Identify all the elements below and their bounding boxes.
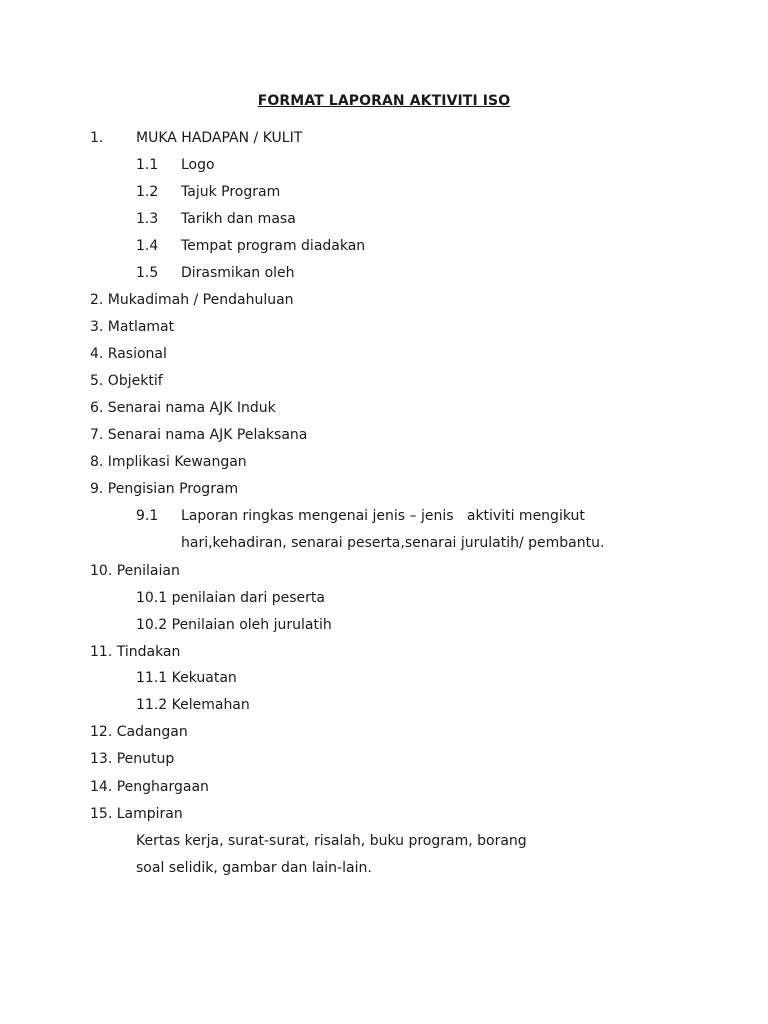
sub-item-10-2: 10.2 Penilaian oleh jurulatih [136, 617, 332, 633]
list-item-13: 13. Penutup [90, 751, 175, 767]
sub-item-number: 9.1 [136, 508, 159, 524]
sub-item-text: Laporan ringkas mengenai jenis – jenis aktiviti mengikut [181, 508, 585, 524]
list-item-15: 15. Lampiran [90, 806, 183, 822]
sub-item-text: Dirasmikan oleh [181, 265, 295, 281]
list-item-7: 7. Senarai nama AJK Pelaksana [90, 427, 308, 443]
list-item-3: 3. Matlamat [90, 319, 175, 335]
list-item-9: 9. Pengisian Program [90, 481, 239, 497]
list-item-14: 14. Penghargaan [90, 779, 209, 795]
list-item-6: 6. Senarai nama AJK Induk [90, 400, 276, 416]
sub-item-number: 1.2 [136, 184, 159, 200]
sub-item-text: Logo [181, 157, 215, 173]
list-item-5: 5. Objektif [90, 373, 163, 389]
sub-item-9-1-continuation: hari,kehadiran, senarai peserta,senarai jurulatih/ pembantu. [181, 535, 605, 551]
sub-item-number: 1.5 [136, 265, 159, 281]
item-number: 1. [90, 130, 104, 146]
list-item-12: 12. Cadangan [90, 724, 188, 740]
sub-item-10-1: 10.1 penilaian dari peserta [136, 590, 325, 606]
sub-item-number: 1.3 [136, 211, 159, 227]
sub-item-text: Tempat program diadakan [181, 238, 366, 254]
list-item-11: 11. Tindakan [90, 644, 181, 660]
list-item-2: 2. Mukadimah / Pendahuluan [90, 292, 294, 308]
list-item-10: 10. Penilaian [90, 563, 180, 579]
sub-item-text: Tarikh dan masa [181, 211, 296, 227]
sub-item-text: Tajuk Program [181, 184, 281, 200]
item-text: MUKA HADAPAN / KULIT [136, 130, 303, 146]
list-item-4: 4. Rasional [90, 346, 167, 362]
sub-item-number: 1.4 [136, 238, 159, 254]
lampiran-line-2: soal selidik, gambar dan lain-lain. [136, 860, 372, 876]
lampiran-line-1: Kertas kerja, surat-surat, risalah, buku program, borang [136, 833, 527, 849]
document-title: FORMAT LAPORAN AKTIVITI ISO [257, 93, 511, 109]
sub-item-11-1: 11.1 Kekuatan [136, 670, 237, 686]
list-item-8: 8. Implikasi Kewangan [90, 454, 247, 470]
sub-item-number: 1.1 [136, 157, 159, 173]
sub-item-11-2: 11.2 Kelemahan [136, 697, 250, 713]
